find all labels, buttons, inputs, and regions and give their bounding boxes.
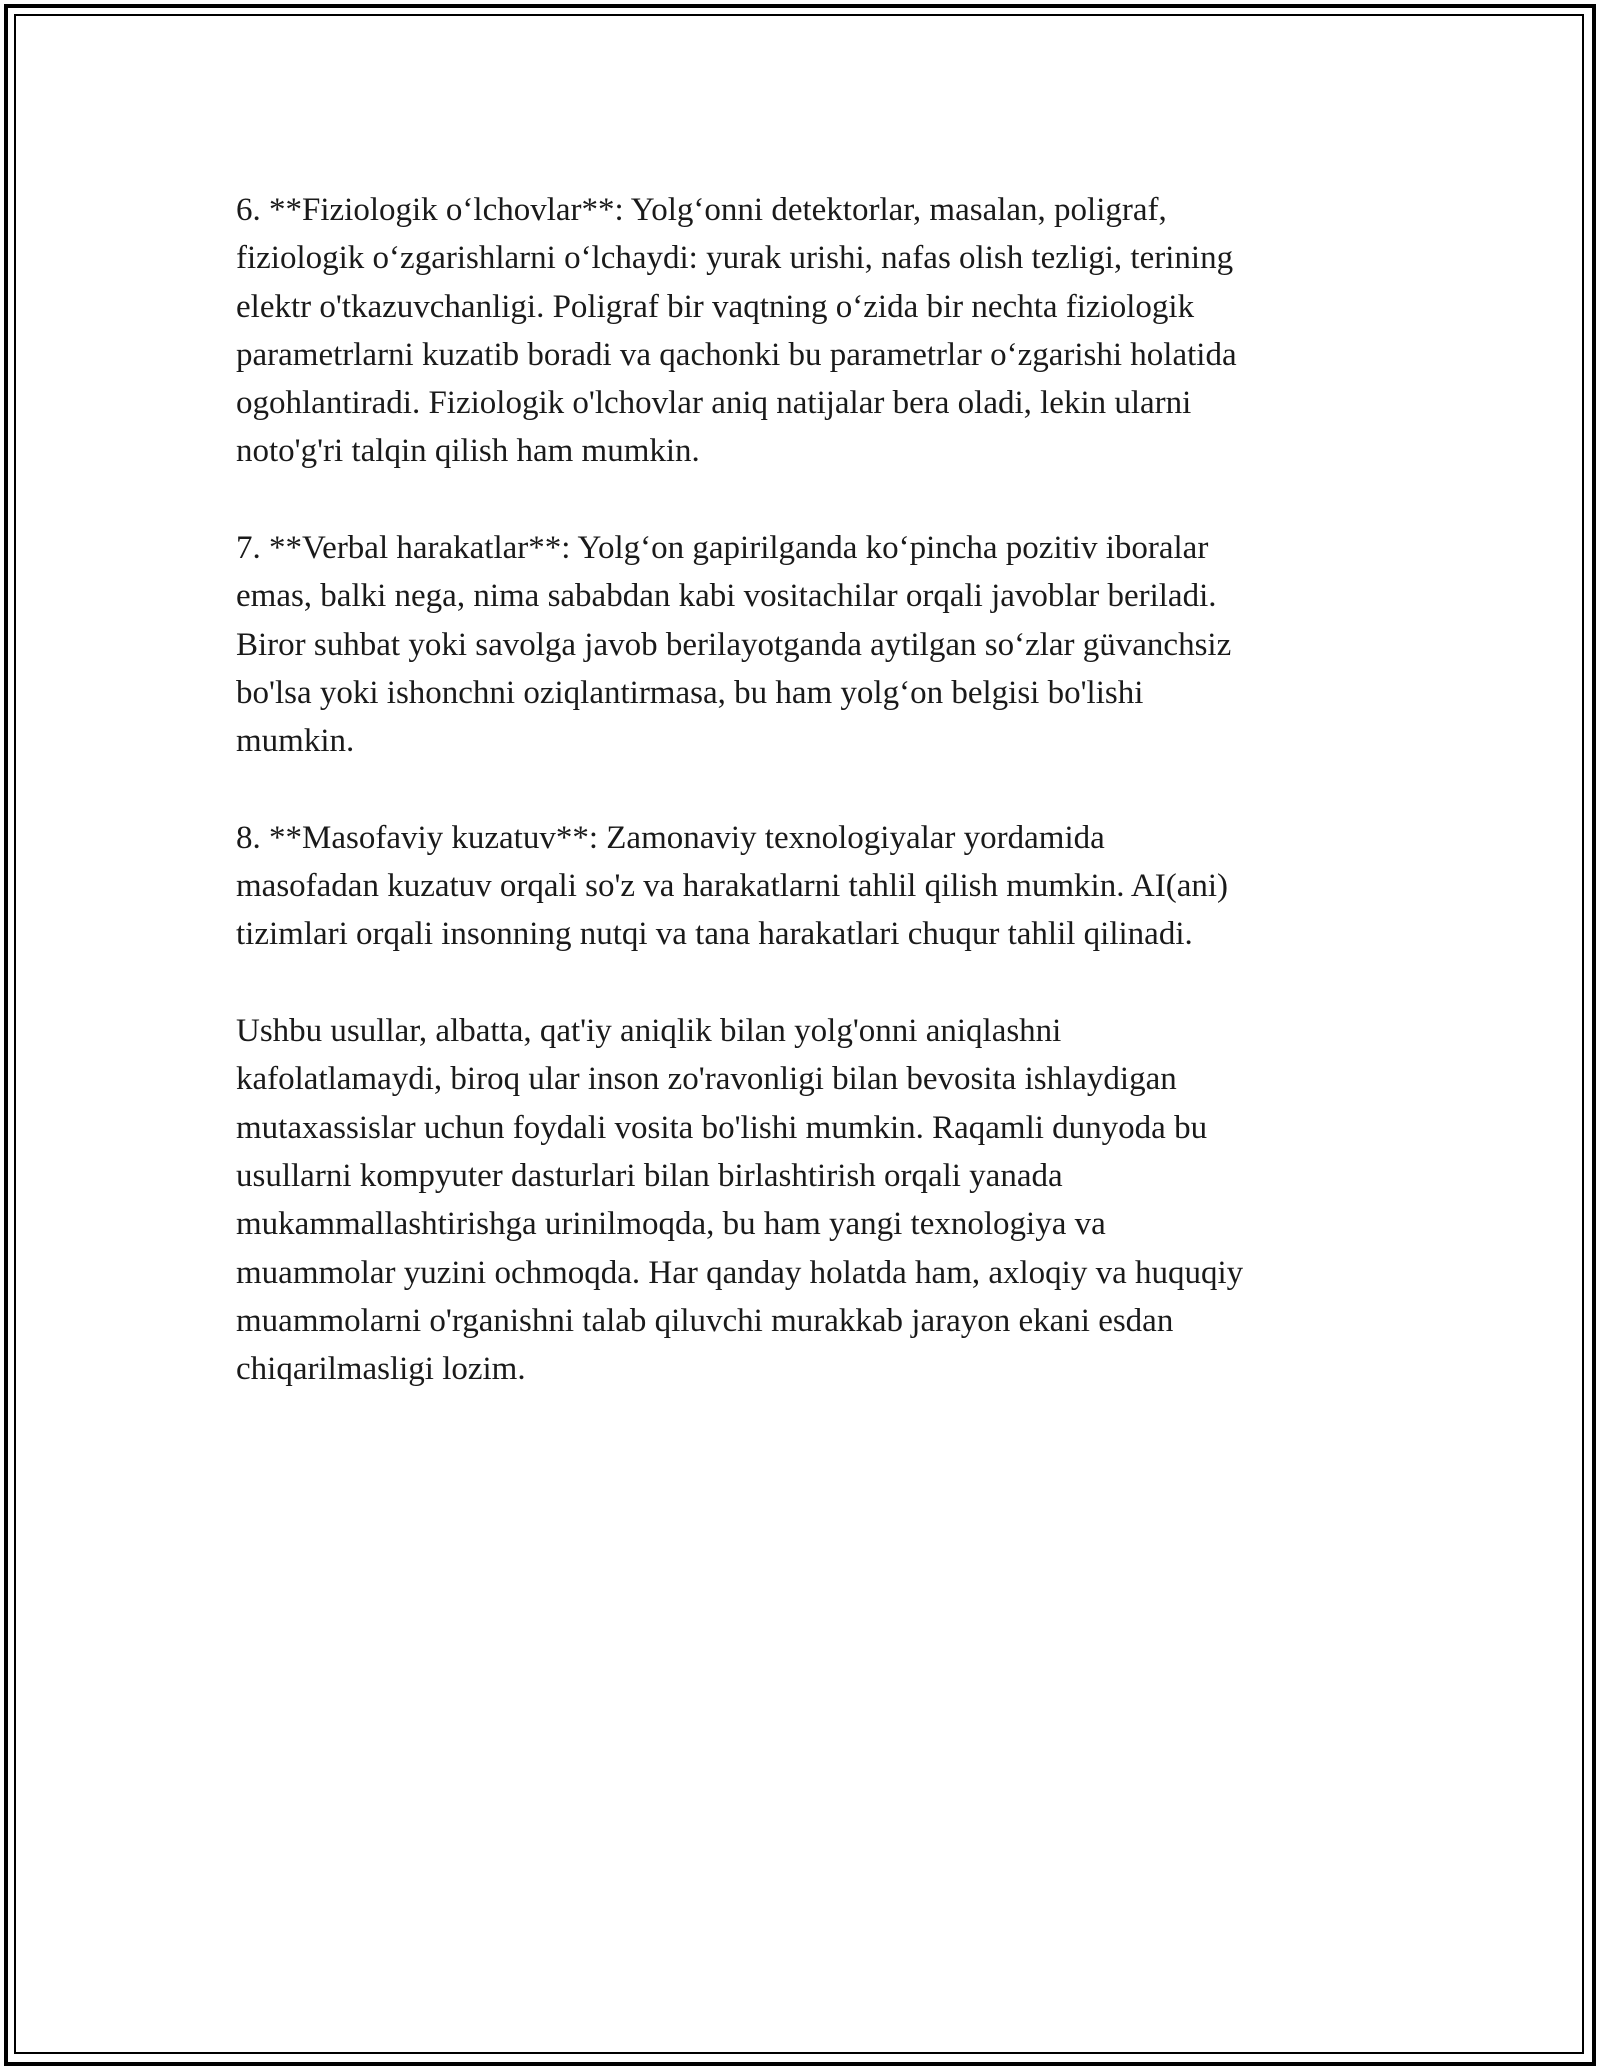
paragraph-verbal-actions: 7. **Verbal harakatlar**: Yolg‘on gapirilganda ko‘pincha pozitiv iboralar emas, balki nega, nima sababdan kabi vositachilar orqali javoblar beriladi. Biror suhbat yoki savolga javob berilayotganda aytilgan so‘zlar güvanchsiz bo'lsa yoki ishonchni oziqlantirmasa, bu ham yolg‘on belgisi bo'lishi mumkin. (236, 530, 1232, 760)
paragraph-remote-monitoring: 8. **Masofaviy kuzatuv**: Zamonaviy texnologiyalar yordamida masofadan kuzatuv orqali so'z va harakatlarni tahlil qilish mumkin. AI(ani) tizimlari orqali insonning nutqi va tana harakatlari chuqur tahlil qilinadi. (236, 819, 1228, 953)
paragraph-conclusion: Ushbu usullar, albatta, qat'iy aniqlik bilan yolg'onni aniqlashni kafolatlamaydi, biroq ular inson zo'ravonligi bilan bevosita ishlaydigan mutaxassislar uchun foydali vosita bo'lishi mumkin. Raqamli dunyoda bu usullarni kompyuter dasturlari bilan birlashtirish orqali yanada mukammallashtirishga urinilmoqda, bu ham yangi texnologiya va muammolar yuzini ochmoqda. Har qanday holatda ham, axloqiy va huquqiy muammolarni o'rganishni talab qiluvchi murakkab jarayon ekani esdan chiqarilmasligi lozim. (236, 1013, 1244, 1388)
document-body (236, 186, 1376, 1442)
paragraph-physiological-measurements: 6. **Fiziologik o‘lchovlar**: Yolg‘onni detektorlar, masalan, poligraf, fiziologik o‘zgarishlarni o‘lchaydi: yurak urishi, nafas olish tezligi, terining elektr o'tkazuvchanligi. Poligraf bir vaqtning o‘zida bir nechta fiziologik parametrlarni kuzatib boradi va qachonki bu parametrlar o‘zgarishi holatida ogohlantiradi. Fiziologik o'lchovlar aniq natijalar bera oladi, lekin ularni noto'g'ri talqin qilish ham mumkin. (236, 192, 1237, 470)
